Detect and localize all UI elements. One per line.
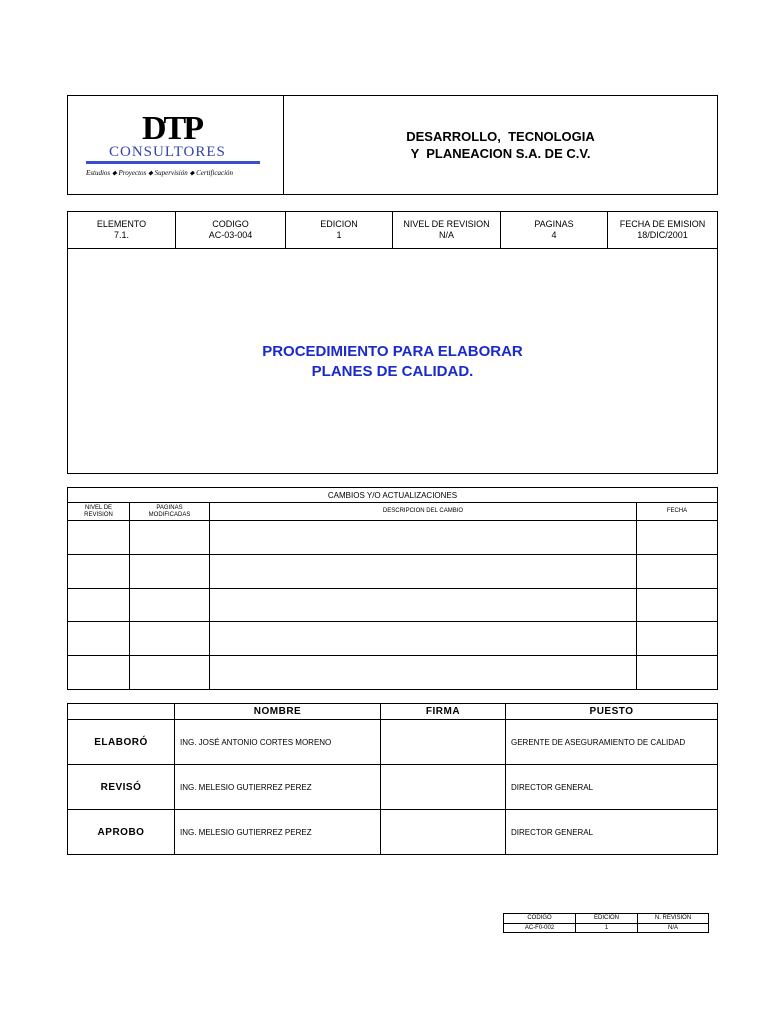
fecha-emision-label: FECHA DE EMISION	[619, 219, 706, 229]
elemento-label: ELEMENTO	[96, 219, 147, 229]
logo-subtitle: CONSULTORES	[109, 144, 226, 160]
document-header	[67, 95, 718, 195]
puesto-cell: GERENTE DE ASEGURAMIENTO DE CALIDAD	[506, 720, 718, 765]
paginas-value: 4	[551, 230, 557, 240]
logo-tagline: Estudios ⬥ Proyectos ⬥ Supervisión ⬥ Certificación	[86, 169, 234, 177]
edicion-value: 1	[336, 230, 342, 240]
col-paginas-modificadas: PAGINAS MODIFICADAS	[130, 503, 210, 521]
footer-edicion-label: EDICION	[576, 914, 638, 924]
table-row	[68, 554, 718, 588]
fecha-emision-cell	[608, 212, 717, 248]
fecha-emision-value: 18/DIC/2001	[637, 230, 688, 240]
name-cell: ING. JOSÉ ANTONIO CORTES MORENO	[175, 720, 381, 765]
table-row	[68, 622, 718, 656]
table-row	[68, 720, 718, 765]
changes-table	[67, 487, 718, 690]
codigo-value: AC-03-004	[208, 230, 253, 240]
document-title	[68, 342, 717, 382]
footer-edicion-value: 1	[576, 923, 638, 933]
title-line1: PROCEDIMIENTO PARA ELABORAR	[262, 343, 523, 360]
table-row	[68, 588, 718, 622]
codigo-label: CODIGO	[212, 219, 249, 229]
form-code-footer	[503, 913, 709, 933]
puesto-cell: DIRECTOR GENERAL	[506, 810, 718, 855]
col-nivel-revision: NIVEL DE REVISION	[68, 503, 130, 521]
footer-revision-value: N/A	[638, 923, 709, 933]
edicion-cell	[286, 212, 393, 248]
col-firma: FIRMA	[381, 704, 506, 720]
info-row	[68, 212, 717, 249]
nivel-revision-cell	[393, 212, 501, 248]
edicion-label: EDICION	[320, 219, 358, 229]
signatures-table	[67, 703, 718, 855]
table-row	[68, 810, 718, 855]
logo-underline	[86, 161, 260, 164]
role-cell: ELABORÓ	[68, 720, 175, 765]
table-row	[68, 521, 718, 555]
puesto-cell: DIRECTOR GENERAL	[506, 765, 718, 810]
nivel-revision-value: N/A	[438, 230, 454, 240]
nivel-revision-label: NIVEL DE REVISION	[403, 219, 490, 229]
paginas-cell	[501, 212, 608, 248]
document-info	[67, 211, 718, 474]
role-cell: APROBO	[68, 810, 175, 855]
company-name-line2: Y PLANEACION S.A. DE C.V.	[410, 146, 591, 161]
elemento-cell	[68, 212, 176, 248]
title-line2: PLANES DE CALIDAD.	[311, 363, 474, 380]
company-name	[284, 96, 717, 194]
company-name-line1: DESARROLLO, TECNOLOGIA	[406, 129, 595, 144]
role-cell: REVISÓ	[68, 765, 175, 810]
col-fecha: FECHA	[636, 503, 717, 521]
table-row	[68, 765, 718, 810]
name-cell: ING. MELESIO GUTIERREZ PEREZ	[175, 765, 381, 810]
signature-cell	[381, 810, 506, 855]
elemento-value: 7.1.	[113, 230, 129, 240]
signature-cell	[381, 765, 506, 810]
footer-codigo-value: AC-F0-002	[504, 923, 576, 933]
company-logo	[68, 96, 284, 194]
changes-caption: CAMBIOS Y/O ACTUALIZACIONES	[68, 488, 718, 503]
paginas-label: PAGINAS	[534, 219, 574, 229]
col-nombre: NOMBRE	[175, 704, 381, 720]
footer-codigo-label: CODIGO	[504, 914, 576, 924]
col-descripcion: DESCRIPCION DEL CAMBIO	[210, 503, 637, 521]
col-puesto: PUESTO	[506, 704, 718, 720]
footer-revision-label: N. REVISION	[638, 914, 709, 924]
logo-mark: DTP	[142, 110, 201, 147]
name-cell: ING. MELESIO GUTIERREZ PEREZ	[175, 810, 381, 855]
codigo-cell	[176, 212, 286, 248]
table-row	[68, 656, 718, 690]
signature-cell	[381, 720, 506, 765]
col-role	[68, 704, 175, 720]
